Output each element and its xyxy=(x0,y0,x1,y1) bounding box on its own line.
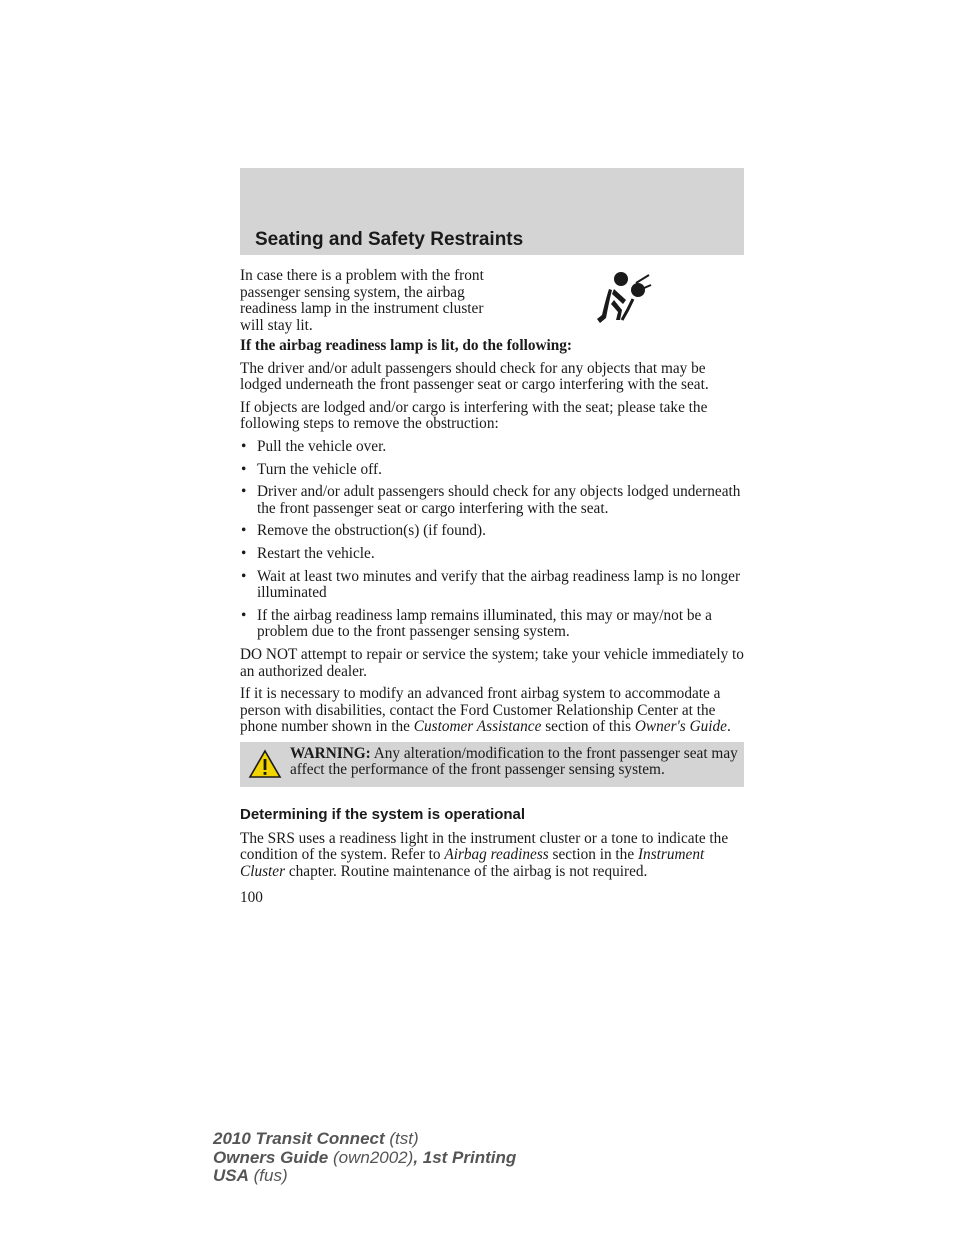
airbag-warning-icon xyxy=(592,270,652,326)
list-item: • Restart the vehicle. xyxy=(241,544,375,562)
document-footer xyxy=(213,1130,516,1186)
warning-box xyxy=(240,742,744,787)
paragraph-check-objects: The driver and/or adult passengers should check for any objects that may be lodged underneath the front passenger seat or cargo interfering with the seat. xyxy=(240,359,709,394)
footer-line-2: Owners Guide (own2002), 1st Printing xyxy=(213,1147,517,1167)
page-content xyxy=(240,268,744,913)
page-number: 100 xyxy=(240,889,263,907)
list-item: • Pull the vehicle over. xyxy=(241,437,387,455)
footer-line-3: USA (fus) xyxy=(213,1166,288,1185)
warning-triangle-icon xyxy=(248,749,282,779)
warning-label: WARNING: xyxy=(290,744,371,762)
intro-row xyxy=(240,268,744,338)
steps-list xyxy=(240,439,744,641)
intro-paragraph: In case there is a problem with the front passenger sensing system, the airbag readiness lamp in the instrument cluster will stay lit. xyxy=(240,267,484,334)
paragraph-modify-airbag: If it is necessary to modify an advanced front airbag system to accommodate a person with disabilities, contact the Ford Customer Relationship Center at the phone number shown in the Customer Assistance section of this Owner's Guide. xyxy=(240,685,731,736)
list-item: • If the airbag readiness lamp remains illuminated, this may or may/not be a problem due to the front passenger sensing system. xyxy=(241,606,712,641)
footer-line-1: 2010 Transit Connect (tst) xyxy=(213,1129,419,1148)
list-item: • Turn the vehicle off. xyxy=(241,460,382,478)
section-header-band xyxy=(240,168,744,255)
paragraph-do-not-repair: DO NOT attempt to repair or service the system; take your vehicle immediately to an authorized dealer. xyxy=(240,645,744,680)
paragraph-remove-obstruction: If objects are lodged and/or cargo is interfering with the seat; please take the following steps to remove the obstruction: xyxy=(240,398,708,433)
list-item: • Driver and/or adult passengers should check for any objects lodged underneath the front passenger seat or cargo interfering with the seat. xyxy=(241,483,741,517)
instruction-heading: If the airbag readiness lamp is lit, do the following: xyxy=(240,337,573,354)
list-item: • Remove the obstruction(s) (if found). xyxy=(241,522,486,540)
paragraph-srs: The SRS uses a readiness light in the instrument cluster or a tone to indicate the condition of the system. Refer to Airbag readiness section in the Instrument Cluster chapter. Routine maintenance of the airbag is not required. xyxy=(240,829,729,880)
subheading-operational: Determining if the system is operational xyxy=(240,806,526,824)
section-title: Seating and Safety Restraints xyxy=(255,229,524,250)
warning-text: Any alteration/modification to the front passenger seat may affect the performance of the front passenger sensing system. xyxy=(290,744,738,779)
list-item: • Wait at least two minutes and verify that the airbag readiness lamp is no longer illuminated xyxy=(241,567,741,602)
